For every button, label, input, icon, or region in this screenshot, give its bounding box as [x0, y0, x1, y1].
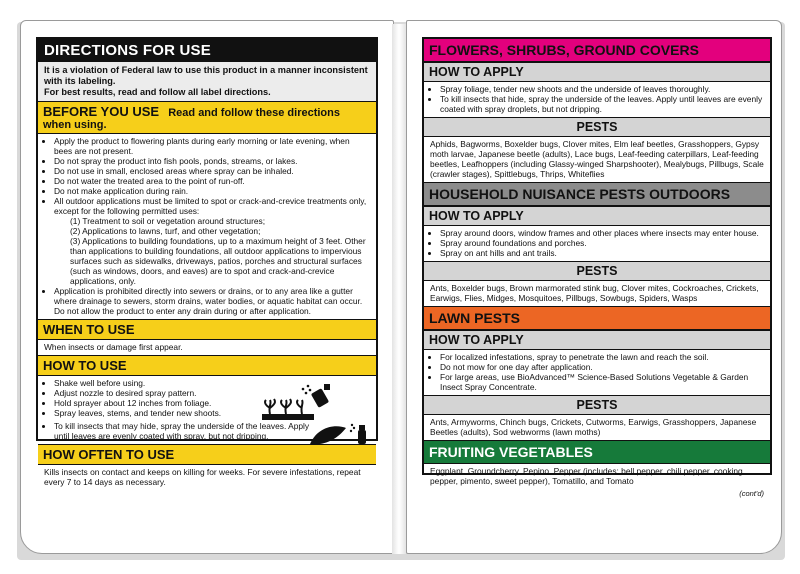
list-item: • Adjust nozzle to desired spray pattern. [54, 388, 256, 398]
flowers-heading: FLOWERS, SHRUBS, GROUND COVERS [424, 39, 770, 62]
target-pests-panel [422, 37, 772, 498]
list-item: • Hold sprayer about 12 inches from foliage. [54, 398, 256, 408]
permitted-uses-list [54, 216, 370, 286]
how-to-use-section [38, 376, 376, 444]
fruiting-vegetables-text: Eggplant, Groundcherry, Pepino, Pepper (includes: bell pepper, chili pepper, cooking pepper, pimento, sweet pepper), Tomatillo, and Tomato [430, 466, 743, 486]
list-item: • Do not make application during rain. [54, 186, 370, 196]
list-item: • To kill insects that may hide, spray the underside of the leaves. Apply until leaves are evenly coated with spray, but not dripping. [54, 421, 370, 441]
lawn-how-to-apply-heading: HOW TO APPLY [424, 330, 770, 350]
before-you-use-list [38, 134, 376, 319]
household-apply-list [424, 226, 770, 261]
when-to-use-heading [38, 319, 376, 340]
household-heading: HOUSEHOLD NUISANCE PESTS OUTDOORS [424, 182, 770, 206]
fruiting-vegetables-heading: FRUITING VEGETABLES [424, 440, 770, 464]
list-item: • Spray on ant hills and ant trails. [440, 248, 764, 258]
flowers-pests-heading: PESTS [424, 117, 770, 137]
household-pests-heading: PESTS [424, 261, 770, 281]
spray-leaf-underside-icon [308, 420, 370, 448]
directions-panel [36, 37, 378, 487]
permitted-use: (1) Treatment to soil or vegetation around structures; [70, 216, 266, 226]
household-how-to-apply-heading: HOW TO APPLY [424, 206, 770, 226]
list-item: • For large areas, use BioAdvanced™ Science-Based Solutions Vegetable & Garden Insect Spray Concentrate. [440, 372, 764, 392]
best-results-text: For best results, read and follow all label directions. [44, 87, 271, 97]
before-you-use-subtitle: Read and follow these directions when using. [43, 107, 340, 131]
lawn-pests-text: Ants, Armyworms, Chinch bugs, Crickets, Cutworms, Earwigs, Grasshoppers, Japanese Beetles (adults), Sod webworms (lawn moths) [430, 417, 757, 437]
how-to-use-heading [38, 355, 376, 376]
federal-law-warning [38, 62, 376, 101]
booklet-spine [392, 24, 406, 554]
permitted-use: (2) Applications to lawns, turf, and other vegetation; [70, 226, 261, 236]
how-often-text: Kills insects on contact and keeps on killing for weeks. For severe infestations, repeat every 7 to 14 days as necessary. [44, 467, 361, 487]
permitted-uses-intro: All outdoor applications must be limited to spot or crack-and-crevice treatments only, except for the following permitted uses: [54, 196, 367, 216]
directions-title: DIRECTIONS FOR USE [38, 39, 376, 62]
before-you-use-title: BEFORE YOU USE [43, 104, 160, 119]
list-item: • Spray around doors, window frames and other places where insects may enter house. [440, 228, 764, 238]
list-item: • Do not water the treated area to the point of run-off. [54, 176, 370, 186]
how-often-title: HOW OFTEN TO USE [43, 447, 175, 462]
before-you-use-heading [38, 101, 376, 134]
lawn-apply-list [424, 350, 770, 395]
flowers-apply-list [424, 82, 770, 117]
list-item: • To kill insects that hide, spray the underside of the leaves. Apply until leaves are evenly coated with spray droplets, but not dripping. [440, 94, 764, 114]
continued-note: (cont'd) [739, 489, 764, 498]
flowers-how-to-apply-heading: HOW TO APPLY [424, 62, 770, 82]
spray-plants-icon [260, 382, 336, 422]
list-item: • Spray foliage, tender new shoots and the underside of leaves thoroughly. [440, 84, 764, 94]
lawn-heading: LAWN PESTS [424, 306, 770, 330]
lawn-pests-heading: PESTS [424, 395, 770, 415]
list-item: • Do not spray the product into fish pools, ponds, streams, or lakes. [54, 156, 370, 166]
permitted-use: (3) Applications to building foundations, up to a maximum height of 3 feet. Other than applications to building foundations, all outdoor applications to impervious surfaces such as sidewalks, driveways, patios, porches and structural surfaces (such as windows, doors, and eaves) are to spot and crack-and-crevice applications, only. [70, 236, 366, 286]
list-item: • Do not mow for one day after application. [440, 362, 764, 372]
when-to-use-text: When insects or damage first appear. [44, 342, 183, 352]
federal-law-text: It is a violation of Federal law to use this product in a manner inconsistent with its labeling. [44, 65, 368, 86]
list-item: • For localized infestations, spray to penetrate the lawn and reach the soil. [440, 352, 764, 362]
list-item: • Apply the product to flowering plants during early morning or late evening, when bees are not present. [54, 136, 370, 156]
flowers-pests-text: Aphids, Bagworms, Boxelder bugs, Clover mites, Elm leaf beetles, Grasshoppers, Gypsy moth larvae, Japanese beetle (adults), Lace bugs, Leaf-feeding caterpillars, Leaf-feeding beetles, Leafhoppers (including Glassy-winged Sharpshooter), Mealybugs, Pillbugs, Scale (crawler stages), Spittlebugs, Thrips, Whiteflies [430, 139, 764, 179]
list-item: • Application is prohibited directly into sewers or drains, or to any area like a gutter where drainage to sewers, storm drains, water bodies, or aquatic habitat can occur. Do not allow the product to enter any drain during or after application. [54, 286, 370, 316]
household-pests-text: Ants, Boxelder bugs, Brown marmorated stink bug, Clover mites, Cockroaches, Crickets, Earwigs, Flies, Midges, Mosquitoes, Pillbugs, Sowbugs, Spiders, Wasps [430, 283, 759, 303]
list-item: • Do not use in small, enclosed areas where spray can be inhaled. [54, 166, 370, 176]
list-item [54, 196, 370, 286]
how-to-use-title: HOW TO USE [43, 358, 127, 373]
list-item: • Shake well before using. [54, 378, 256, 388]
list-item: • Spray leaves, stems, and tender new shoots. [54, 408, 256, 418]
when-to-use-title: WHEN TO USE [43, 322, 135, 337]
list-item: • Spray around foundations and porches. [440, 238, 764, 248]
